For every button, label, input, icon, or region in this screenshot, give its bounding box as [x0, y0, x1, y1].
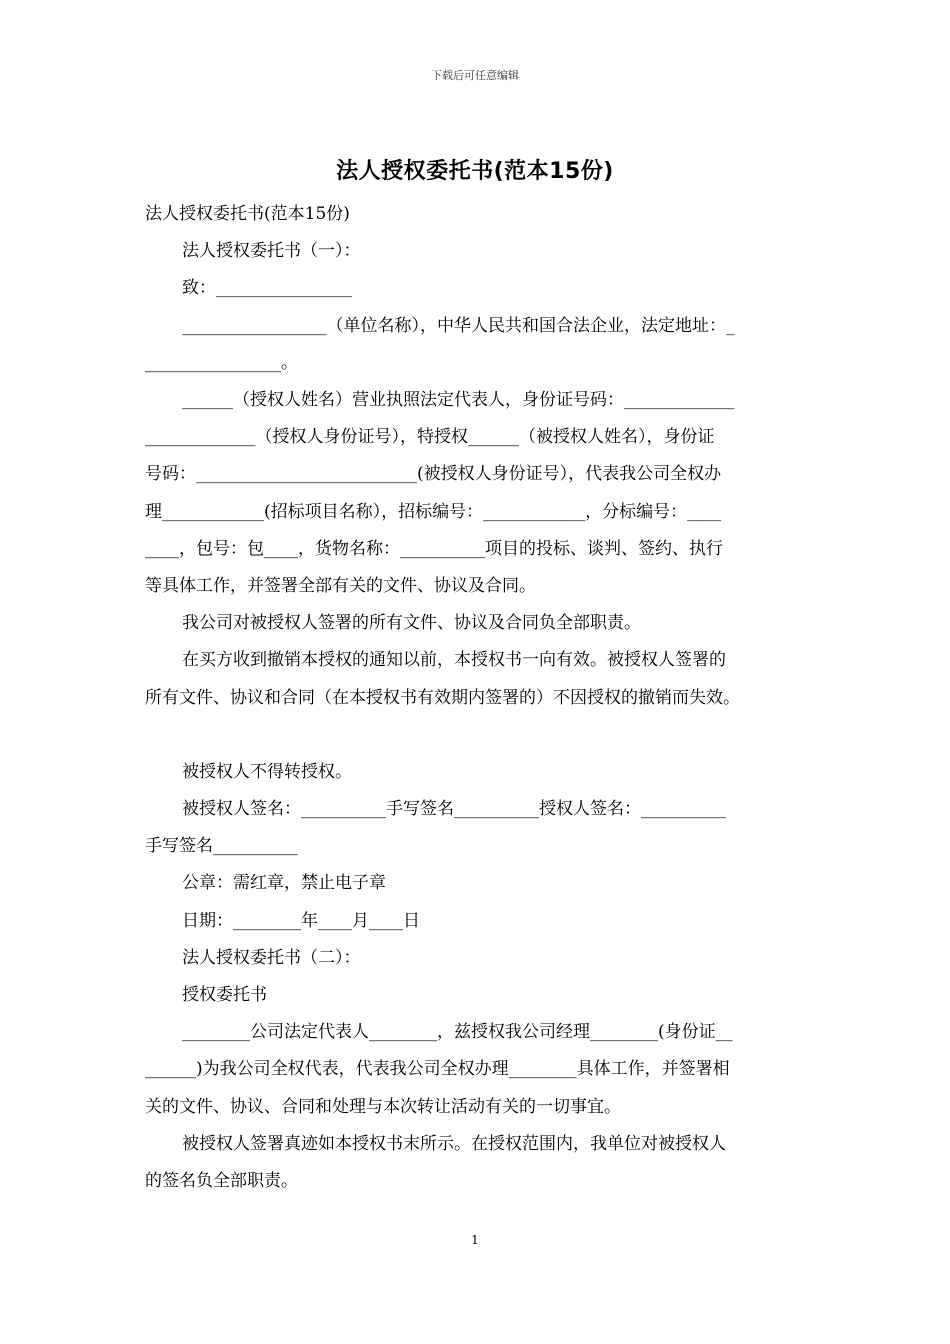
paragraph-line: 在买方收到撤销本授权的通知以前，本授权书一向有效。被授权人签署的 — [182, 650, 726, 671]
blank-spacer — [145, 717, 807, 754]
date-line: 日期：________年____月____日 — [182, 910, 420, 931]
page-number: 1 — [471, 1233, 479, 1247]
paragraph-line: ____，包号：包____，货物名称：__________项目的投标、谈判、签约、执行 — [145, 538, 723, 559]
paragraph-line: 我公司对被授权人签署的所有文件、协议及合同负全部职责。 — [182, 613, 641, 634]
paragraph-line: 号码：__________________________(被授权人身份证号），代表我公司全权办 — [145, 464, 722, 485]
section-heading-2: 法人授权委托书（二）： — [182, 947, 361, 968]
paragraph-line: 关的文件、协议、合同和处理与本次转让活动有关的一切事宜。 — [145, 1096, 621, 1117]
signature-line: 被授权人签名：__________手写签名__________授权人签名：__________ — [182, 799, 726, 820]
paragraph-line: 被授权人签署真迹如本授权书末所示。在授权范围内，我单位对被授权人 — [182, 1133, 726, 1154]
paragraph-line: 等具体工作，并签署全部有关的文件、协议及合同。 — [145, 576, 536, 597]
page-header-note: 下载后可任意编辑 — [431, 69, 519, 82]
paragraph-line: 理____________(招标项目名称），招标编号：____________，分标编号：____ — [145, 501, 722, 522]
paragraph-line: ________公司法定代表人________，兹授权我公司经理________(身份证__ — [182, 1022, 733, 1043]
paragraph-line: 所有文件、协议和合同（在本授权书有效期内签署的）不因授权的撤销而失效。 — [145, 687, 740, 708]
document-title: 法人授权委托书(范本15份) — [336, 159, 614, 184]
section-subheading: 授权委托书 — [182, 985, 267, 1006]
addressee-line: 致：________________ — [182, 278, 352, 299]
paragraph-line: _____________（授权人身份证号），特授权______（被授权人姓名），身份证 — [145, 427, 715, 448]
paragraph-line: ______)为我公司全权代表，代表我公司全权办理________具体工作，并签署相 — [145, 1059, 730, 1080]
document-body — [145, 196, 807, 1200]
signature-line: 手写签名__________ — [145, 836, 298, 857]
section-heading-1: 法人授权委托书（一）： — [182, 241, 361, 262]
paragraph-line: ________________。 — [145, 352, 298, 373]
paragraph-line: ______（授权人姓名）营业执照法定代表人，身份证号码：_____________ — [182, 390, 735, 411]
subtitle-line: 法人授权委托书(范本15份) — [145, 204, 350, 224]
paragraph-line: _________________（单位名称），中华人民共和国合法企业，法定地址：_ — [182, 315, 735, 336]
seal-line: 公章：需红章，禁止电子章 — [182, 873, 386, 894]
paragraph-line: 的签名负全部职责。 — [145, 1171, 298, 1192]
paragraph-line: 被授权人不得转授权。 — [182, 761, 352, 782]
